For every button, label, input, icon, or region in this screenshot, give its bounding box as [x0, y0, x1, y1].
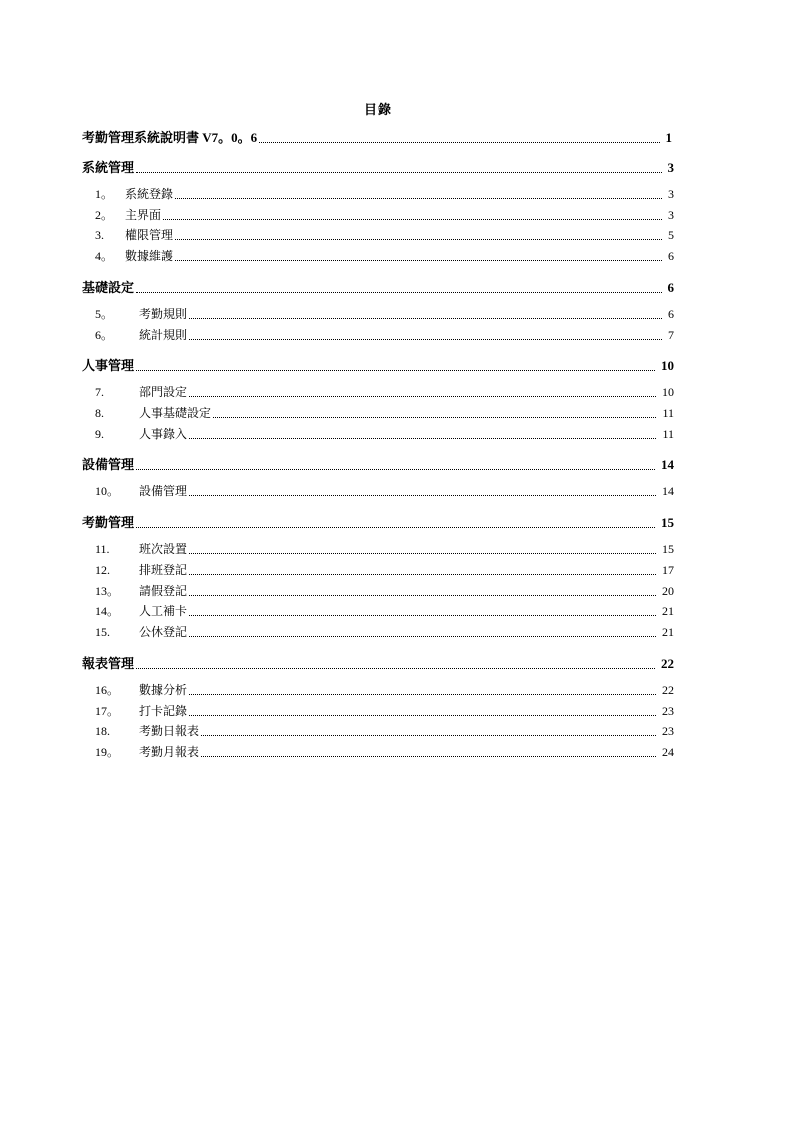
toc-entry-page: 20	[662, 584, 674, 598]
toc-leader-dots	[213, 417, 656, 418]
toc-entry-label: 報表管理	[82, 656, 135, 671]
toc-entry[interactable]	[82, 512, 674, 531]
toc-leader-dots	[201, 756, 656, 757]
toc-entry-label: 設備管理	[82, 457, 135, 472]
toc-leader-dots	[175, 198, 662, 199]
toc-entry-page: 11	[662, 427, 674, 441]
toc-leader-dots	[189, 438, 656, 439]
toc-entry-page: 3	[667, 160, 674, 175]
toc-entry-number: 15.	[95, 625, 110, 639]
toc-entry-label: 統計規則	[139, 328, 188, 342]
toc-leader-dots	[259, 142, 659, 143]
toc-entry-number: 1。	[95, 187, 114, 201]
toc-leader-dots	[189, 553, 656, 554]
toc-entry[interactable]	[95, 226, 674, 243]
toc-entry-page: 15	[661, 515, 674, 530]
toc-leader-dots	[189, 595, 656, 596]
toc-entry-label: 考勤月報表	[139, 745, 200, 759]
toc-entry-label: 考勤規則	[139, 307, 188, 321]
toc-entry-number: 11.	[95, 542, 110, 556]
toc-leader-dots	[189, 339, 662, 340]
toc-entry[interactable]	[82, 355, 674, 374]
toc-entry-page: 21	[662, 625, 674, 639]
toc-entry-page: 22	[661, 656, 674, 671]
toc-entry-number: 12.	[95, 563, 110, 577]
toc-entry[interactable]	[95, 404, 674, 421]
toc-leader-dots	[163, 219, 662, 220]
toc-entry[interactable]	[95, 206, 674, 223]
toc-entry-label: 人事管理	[82, 358, 135, 373]
toc-entry-number: 9.	[95, 427, 104, 441]
toc-entry-page: 21	[662, 604, 674, 618]
toc-entry-label: 考勤管理系統說明書 V7。0。6	[82, 130, 258, 145]
toc-entry-number: 8.	[95, 406, 104, 420]
toc-entry-label: 基礎設定	[82, 280, 135, 295]
toc-entry-page: 6	[667, 280, 674, 295]
toc-entry-page: 15	[662, 542, 674, 556]
toc-entry[interactable]	[95, 425, 674, 442]
toc-leader-dots	[136, 370, 655, 371]
toc-entry-page: 5	[668, 228, 674, 242]
toc-entry[interactable]	[95, 247, 674, 264]
toc-entry-label: 考勤管理	[82, 515, 135, 530]
toc-entry-label: 人事基礎設定	[139, 406, 212, 420]
toc-entry-page: 14	[662, 484, 674, 498]
toc-leader-dots	[201, 735, 656, 736]
toc-entry[interactable]	[95, 702, 674, 719]
toc-entry-number: 6。	[95, 328, 114, 342]
toc-entry-label: 系統管理	[82, 160, 135, 175]
toc-leader-dots	[136, 527, 655, 528]
toc-entry-label: 班次設置	[139, 542, 188, 556]
toc-entry[interactable]	[95, 305, 674, 322]
toc-entry-page: 23	[662, 724, 674, 738]
toc-title: 目錄	[363, 102, 392, 117]
toc-entry-label: 人工補卡	[139, 604, 188, 618]
toc-entry-number: 5。	[95, 307, 114, 321]
toc-entry-label: 設備管理	[139, 484, 188, 498]
toc-entry-number: 4。	[95, 249, 114, 263]
toc-entry-label: 數據分析	[139, 683, 188, 697]
toc-leader-dots	[189, 318, 662, 319]
toc-entry[interactable]	[95, 623, 674, 640]
toc-entry-label: 權限管理	[125, 228, 174, 242]
toc-entry[interactable]	[95, 561, 674, 578]
toc-entry-page: 6	[668, 307, 674, 321]
toc-entry-label: 數據維護	[125, 249, 174, 263]
toc-entry-label: 人事錄入	[139, 427, 188, 441]
toc-leader-dots	[136, 292, 661, 293]
toc-leader-dots	[136, 172, 661, 173]
toc-entry-page: 11	[662, 406, 674, 420]
toc-entry-label: 部門設定	[139, 385, 188, 399]
toc-entry-number: 16。	[95, 683, 120, 697]
toc-entry-page: 17	[662, 563, 674, 577]
toc-entry[interactable]	[95, 602, 674, 619]
toc-entry[interactable]	[82, 277, 674, 296]
toc-leader-dots	[189, 396, 656, 397]
toc-entry[interactable]	[95, 482, 674, 499]
toc-leader-dots	[136, 469, 655, 470]
toc-entry-page: 22	[662, 683, 674, 697]
toc-entry[interactable]	[95, 681, 674, 698]
toc-leader-dots	[189, 694, 656, 695]
toc-entry[interactable]	[95, 185, 674, 202]
toc-leader-dots	[189, 615, 656, 616]
toc-entry-page: 23	[662, 704, 674, 718]
toc-entry-number: 7.	[95, 385, 104, 399]
toc-entry-page: 1	[665, 130, 672, 145]
toc-leader-dots	[136, 668, 655, 669]
toc-entry[interactable]	[95, 743, 674, 760]
toc-entry-label: 主界面	[125, 208, 162, 222]
toc-entry-label: 考勤日報表	[139, 724, 200, 738]
toc-entry[interactable]	[95, 540, 674, 557]
toc-entry[interactable]	[95, 383, 674, 400]
toc-entry-number: 18.	[95, 724, 110, 738]
toc-entry-page: 10	[661, 358, 674, 373]
toc-entry-label: 系統登錄	[125, 187, 174, 201]
toc-entry-number: 14。	[95, 604, 120, 618]
toc-entry-page: 3	[668, 208, 674, 222]
toc-entry-page: 10	[662, 385, 674, 399]
toc-entry-page: 7	[668, 328, 674, 342]
toc-entry[interactable]	[82, 653, 674, 672]
toc-entry[interactable]	[95, 326, 674, 343]
toc-leader-dots	[175, 239, 662, 240]
toc-entry-number: 13。	[95, 584, 120, 598]
toc-entry-page: 3	[668, 187, 674, 201]
toc-entry-page: 6	[668, 249, 674, 263]
toc-entry[interactable]	[82, 157, 674, 176]
toc-entry-number: 10。	[95, 484, 120, 498]
toc-entry-label: 排班登記	[139, 563, 188, 577]
toc-entry-number: 19。	[95, 745, 120, 759]
toc-entry-number: 3.	[95, 228, 104, 242]
toc-entry-page: 14	[661, 457, 674, 472]
toc-leader-dots	[189, 715, 656, 716]
toc-entry-number: 17。	[95, 704, 120, 718]
toc-entry-page: 24	[662, 745, 674, 759]
toc-entry[interactable]	[95, 582, 674, 599]
toc-entry-label: 請假登記	[139, 584, 188, 598]
toc-entry[interactable]	[95, 722, 674, 739]
toc-entry[interactable]	[82, 454, 674, 473]
toc-entry-label: 打卡記錄	[139, 704, 188, 718]
toc-entry-number: 2。	[95, 208, 114, 222]
toc-leader-dots	[189, 636, 656, 637]
toc-leader-dots	[175, 260, 662, 261]
toc-leader-dots	[189, 495, 656, 496]
toc-entry-label: 公休登記	[139, 625, 188, 639]
toc-entry[interactable]	[82, 127, 672, 146]
toc-leader-dots	[189, 574, 656, 575]
